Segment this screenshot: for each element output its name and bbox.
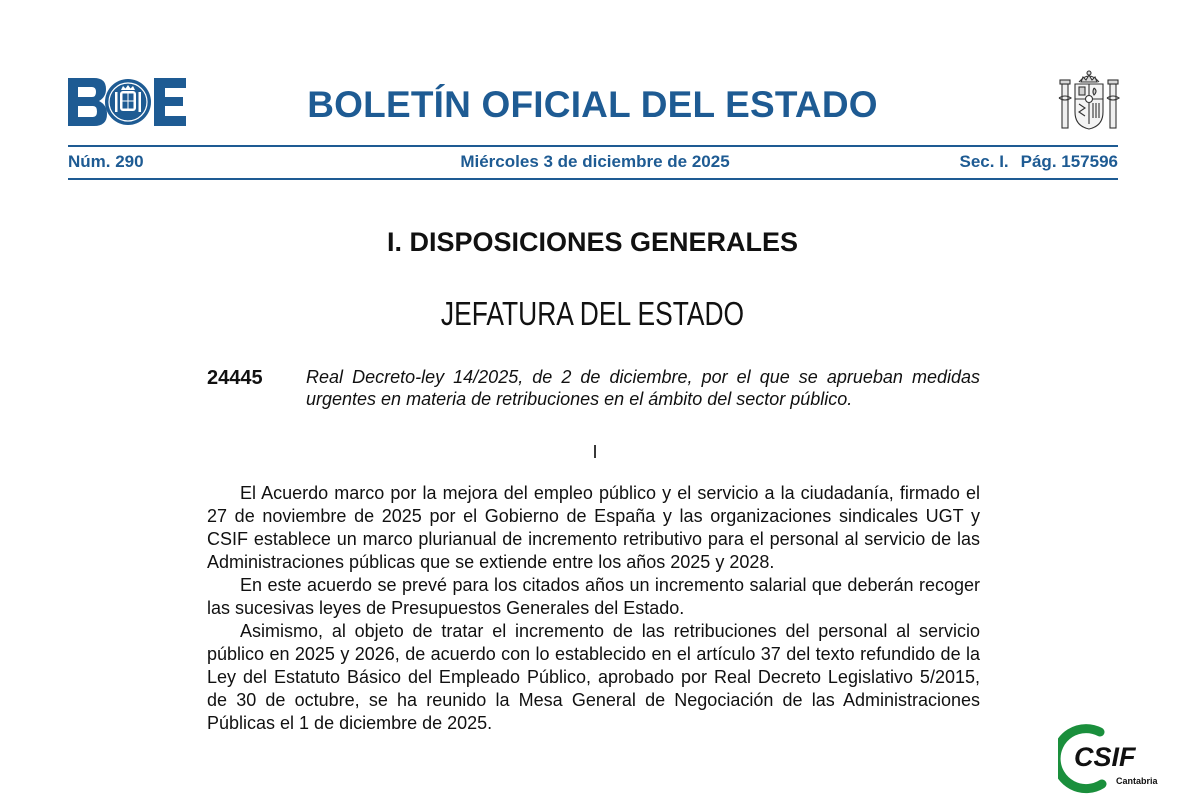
department-title: JEFATURA DEL ESTADO <box>440 295 745 332</box>
paragraph: En este acuerdo se prevé para los citados años un incremento salarial que deberán recoger las sucesivas leyes de Presupuestos Generales del Estado. <box>207 575 980 618</box>
issue-date: Miércoles 3 de diciembre de 2025 <box>460 152 730 171</box>
paragraph: Asimismo, al objeto de tratar el incremento de las retribuciones del personal al servicio público en 2025 y 2026, de acuerdo con lo establecido en el artículo 37 del texto refundido de la Ley del Estatuto Básico del Empleado Público, aprobado por Real Decreto Legislativo 5/2015, de 30 de octubre, se ha reunido la Mesa General de Negociación de las Administraciones Públicas el 1 de diciembre de 2025. <box>207 621 980 733</box>
page-number: Pág. 157596 <box>1020 152 1118 171</box>
boe-logo <box>68 78 186 126</box>
issue-number: Núm. 290 <box>68 152 144 171</box>
gazette-title: BOLETÍN OFICIAL DEL ESTADO <box>307 84 878 125</box>
svg-text:CSIF: CSIF <box>1074 742 1136 772</box>
document-title: Real Decreto-ley 14/2025, de 2 de diciembre, por el que se aprueban medidas urgentes en materia de retribuciones en el ámbito del sector público. <box>306 367 980 409</box>
document-number: 24445 <box>207 367 263 389</box>
header-rule-bottom <box>68 178 1118 180</box>
part-number: I <box>592 442 598 462</box>
paragraph: El Acuerdo marco por la mejora del empleo público y el servicio a la ciudadanía, firmado el 27 de noviembre de 2025 por el Gobierno de España y las organizaciones sindicales UGT y CSIF establece un marco plurianual de incremento retributivo para el personal al servicio de las Administraciones públicas que se extiende entre los años 2025 y 2028. <box>207 483 980 572</box>
header-rule-top <box>68 145 1118 147</box>
section-title: I. DISPOSICIONES GENERALES <box>386 227 799 257</box>
svg-text:Cantabria: Cantabria <box>1116 776 1158 786</box>
coat-of-arms-icon <box>1058 68 1120 132</box>
body-text <box>207 482 980 735</box>
section-label: Sec. I. <box>959 152 1009 171</box>
section-page-info <box>960 152 1119 172</box>
csif-logo <box>1058 722 1162 794</box>
